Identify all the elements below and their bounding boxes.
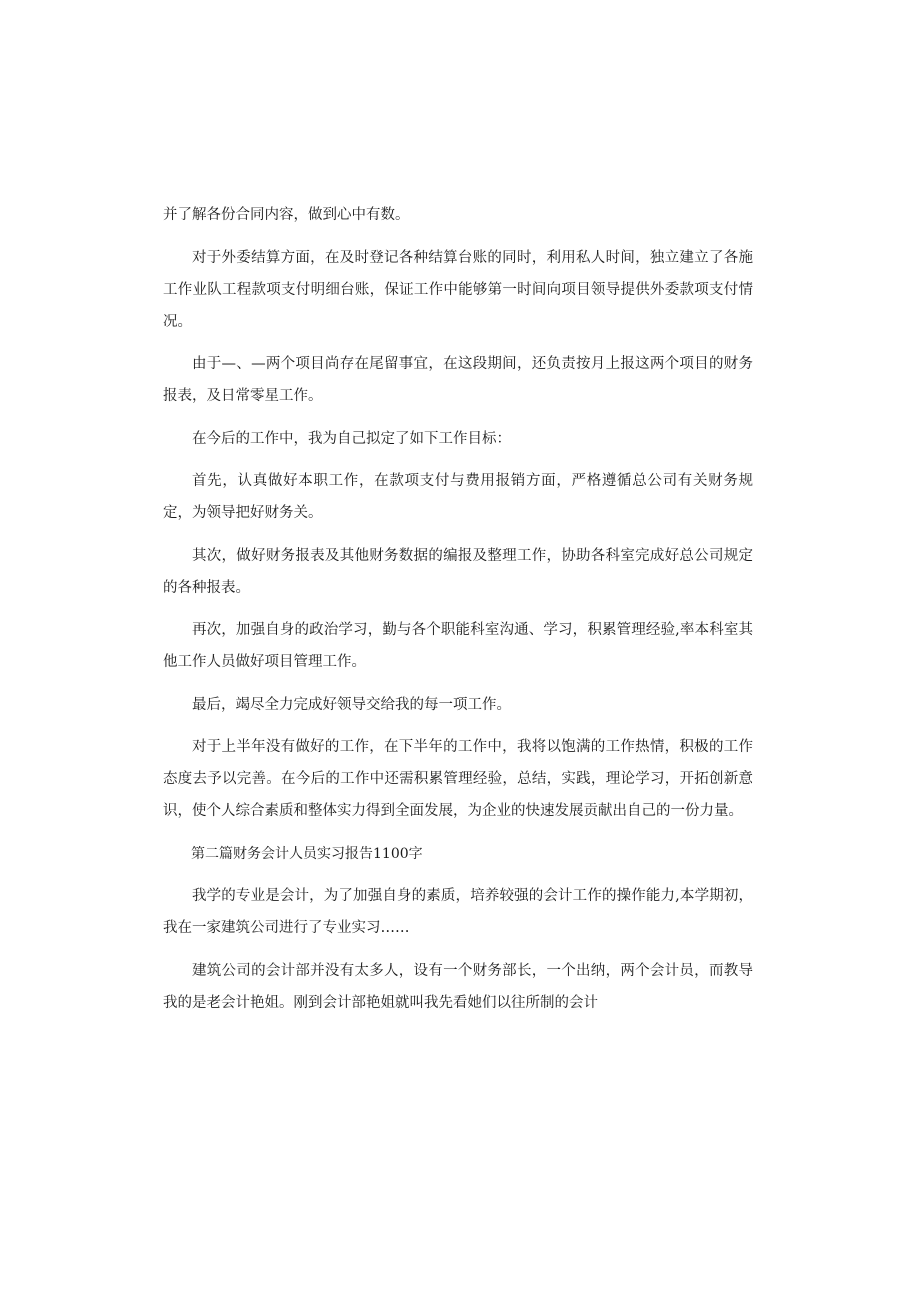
paragraph-goal-first: 首先，认真做好本职工作，在款项支付与费用报销方面，严格遵循总公司有关财务规定，为领导把好财务关。 bbox=[163, 473, 753, 521]
paragraph-settlement: 对于外委结算方面，在及时登记各种结算台账的同时，利用私人时间，独立建立了各施工作业队工程款项支付明细台账，保证工作中能够第一时间向项目领导提供外委款项支付情况。 bbox=[163, 249, 753, 330]
paragraph-projects: 由于—、—两个项目尚存在尾留事宜，在这段期间，还负责按月上报这两个项目的财务报表，及日常零星工作。 bbox=[163, 356, 753, 404]
section-heading: 第二篇财务会计人员实习报告1100字 bbox=[191, 845, 423, 862]
paragraph-department: 建筑公司的会计部并没有太多人，设有一个财务部长，一个出纳，两个会计员，而教导我的是老会计艳姐。刚到会计部艳姐就叫我先看她们以往所制的会计 bbox=[163, 962, 753, 1011]
paragraph-goal-second: 其次，做好财务报表及其他财务数据的编报及整理工作，协助各科室完成好总公司规定的各种报表。 bbox=[163, 547, 753, 596]
document-page bbox=[163, 199, 753, 1029]
paragraph-goal-third: 再次，加强自身的政治学习，勤与各个职能科室沟通、学习，积累管理经验,率本科室其他工作人员做好项目管理工作。 bbox=[163, 622, 753, 670]
paragraph-continuation: 并了解各份合同内容，做到心中有数。 bbox=[163, 207, 410, 223]
paragraph-internship-intro: 我学的专业是会计，为了加强自身的素质，培养较强的会计工作的操作能力,本学期初，我在一家建筑公司进行了专业实习…… bbox=[163, 888, 753, 936]
paragraph-conclusion: 对于上半年没有做好的工作，在下半年的工作中，我将以饱满的工作热情，积极的工作态度去予以完善。在今后的工作中还需积累管理经验，总结，实践，理论学习，开拓创新意识，使个人综合素质和整体实力得到全面发展，为企业的快速发展贡献出自己的一份力量。 bbox=[163, 739, 753, 819]
paragraph-goals-intro: 在今后的工作中，我为自己拟定了如下工作目标： bbox=[192, 430, 511, 447]
paragraph-goal-last: 最后，竭尽全力完成好领导交给我的每一项工作。 bbox=[192, 696, 511, 713]
